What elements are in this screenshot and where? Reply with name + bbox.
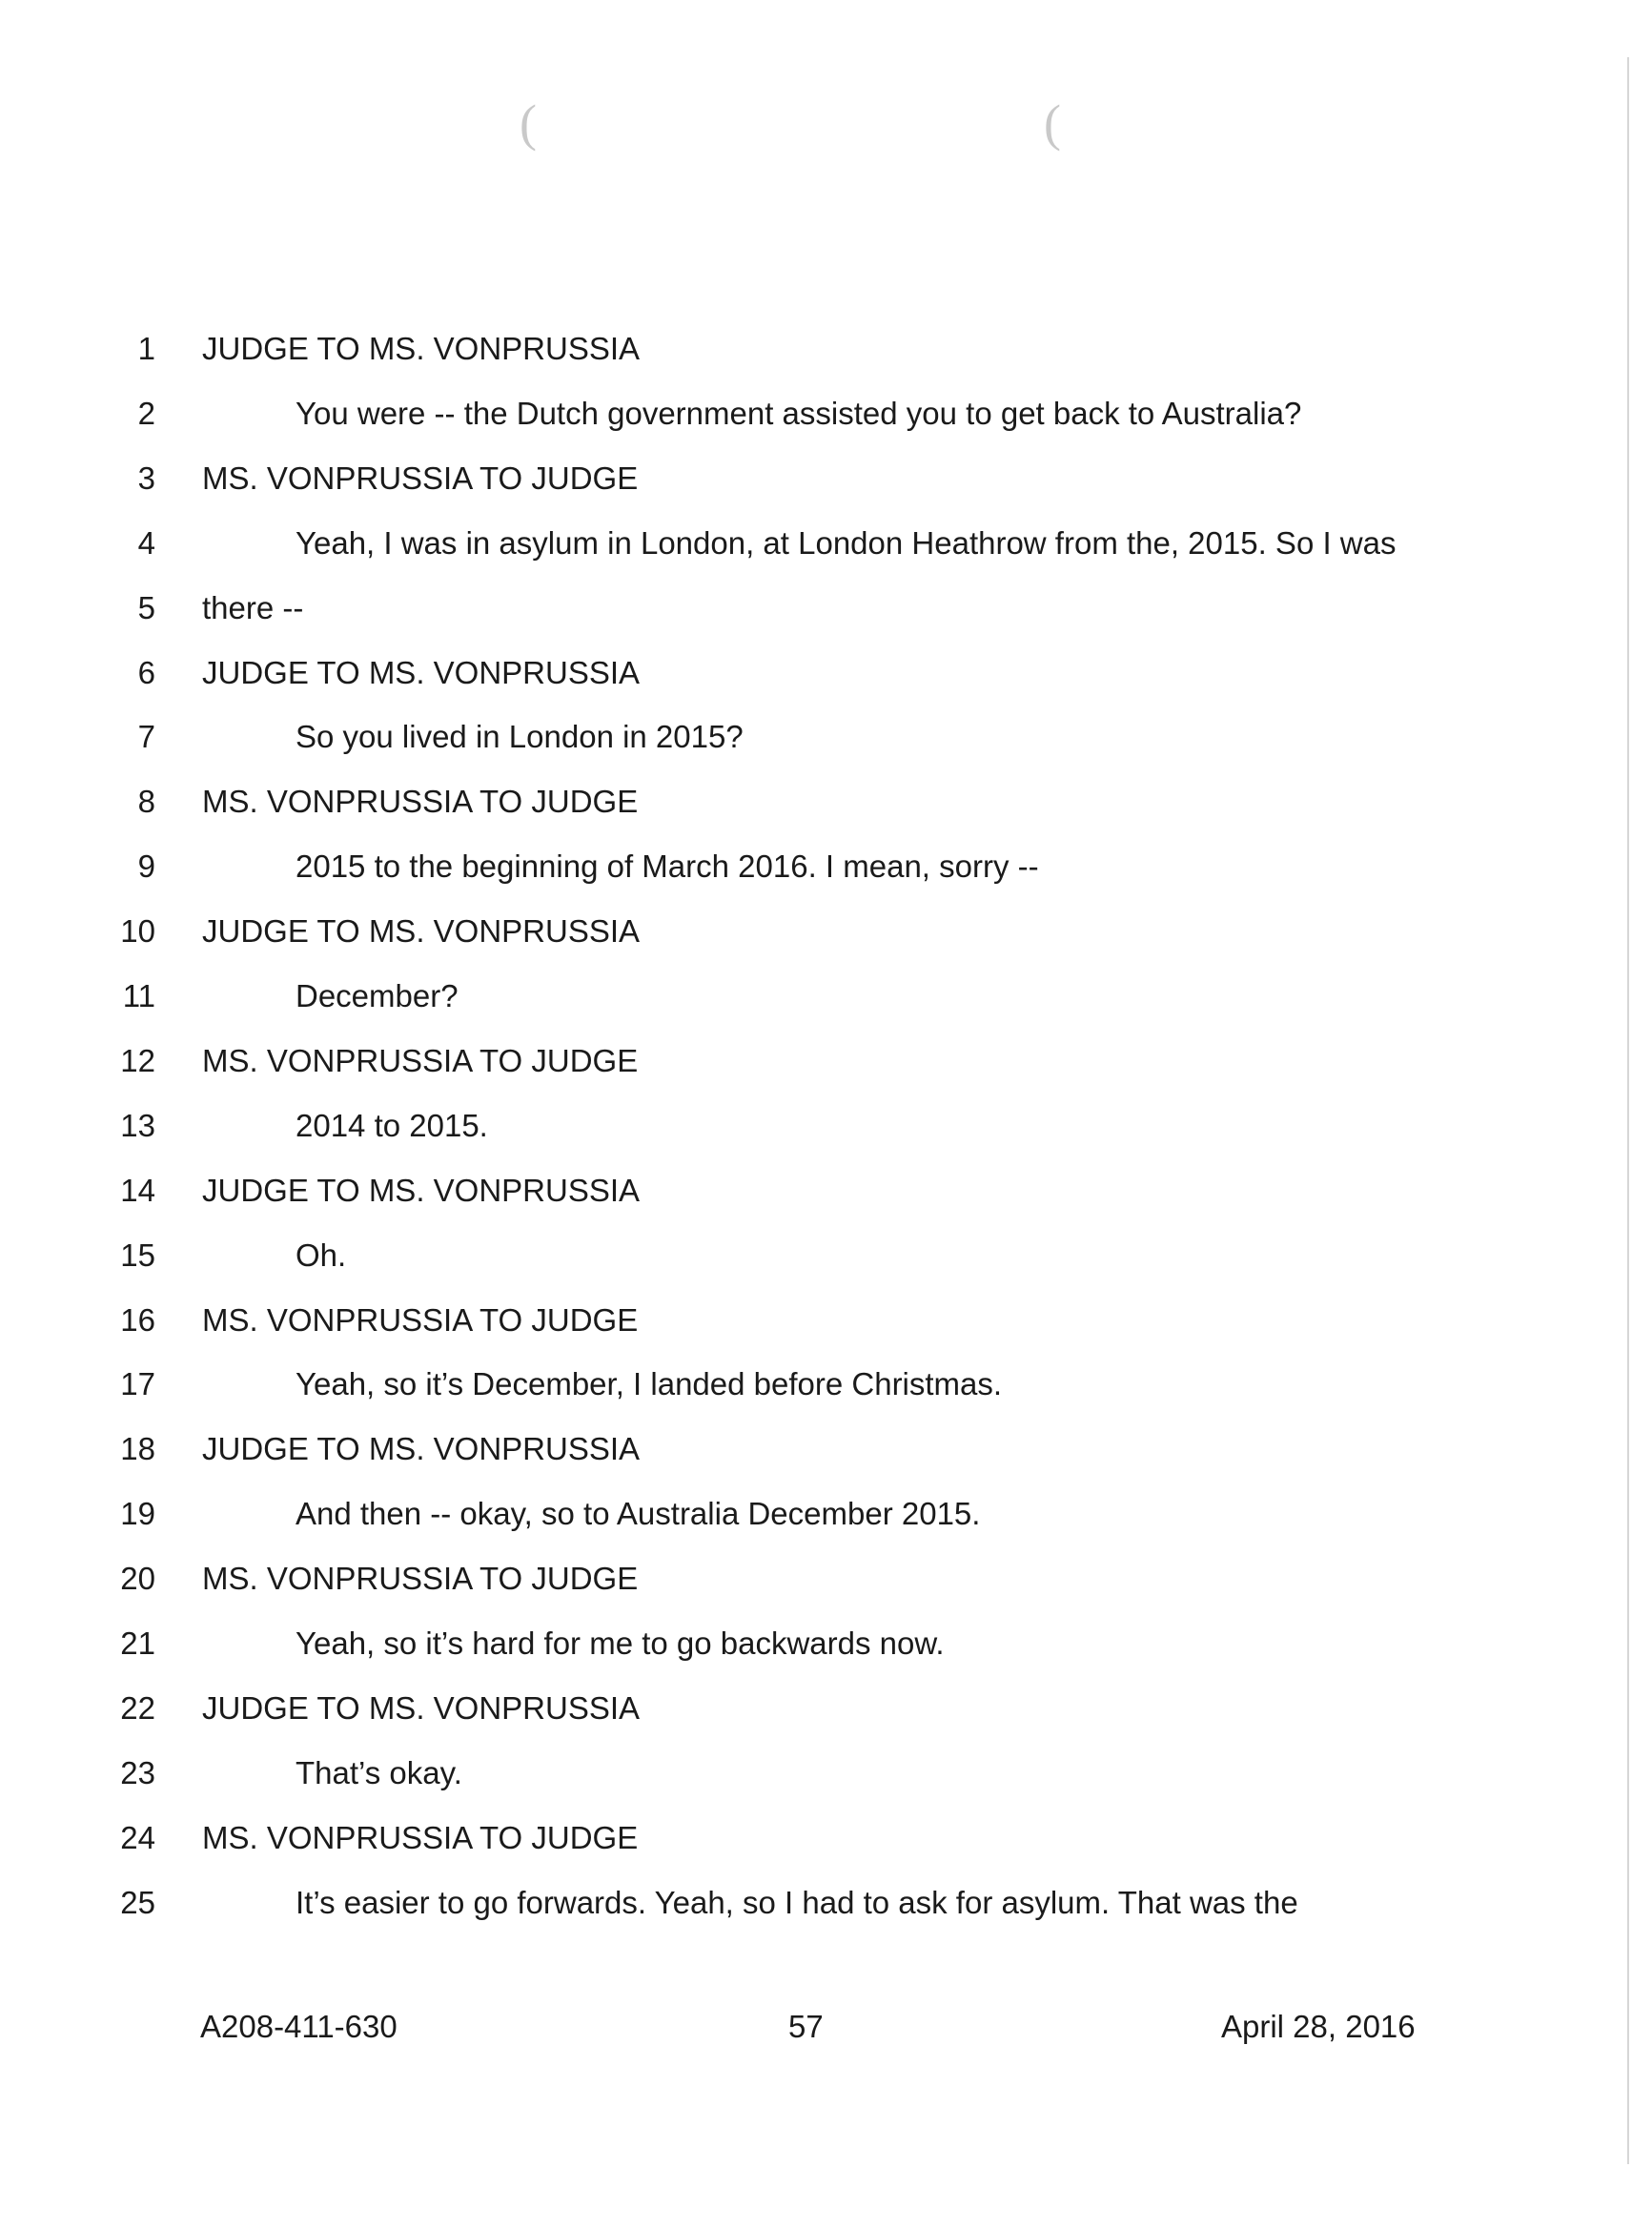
footer-date: April 28, 2016 [1221, 2009, 1416, 2044]
footer-case-number: A208-411-630 [200, 2009, 398, 2044]
line-number: 22 [120, 1690, 155, 1726]
speech-text: So you lived in London in 2015? [296, 719, 744, 754]
transcript-line [0, 1105, 1652, 1147]
line-number: 11 [122, 978, 155, 1013]
line-number: 21 [120, 1626, 155, 1661]
punch-hole-mark-left: ( [520, 94, 537, 152]
line-number: 15 [120, 1237, 155, 1273]
line-number: 23 [120, 1755, 155, 1790]
line-number: 12 [120, 1043, 155, 1078]
speaker-heading: there -- [202, 590, 304, 625]
footer-page-number: 57 [788, 2009, 824, 2044]
line-number: 8 [137, 784, 155, 819]
transcript-line [0, 975, 1652, 1017]
speaker-heading: MS. VONPRUSSIA TO JUDGE [202, 1561, 639, 1596]
speech-text: Yeah, I was in asylum in London, at London Heathrow from the, 2015. So I was [296, 525, 1397, 561]
transcript-line [0, 393, 1652, 435]
transcript-line [0, 1882, 1652, 1924]
transcript-line [0, 1817, 1652, 1859]
transcript-line [0, 652, 1652, 694]
transcript-line [0, 1170, 1652, 1212]
line-number: 9 [137, 849, 155, 884]
line-number: 24 [120, 1820, 155, 1855]
speaker-heading: MS. VONPRUSSIA TO JUDGE [202, 460, 639, 496]
punch-hole-mark-right: ( [1044, 94, 1061, 152]
speech-text: Oh. [296, 1237, 347, 1273]
transcript-line [0, 1040, 1652, 1082]
transcript-line [0, 846, 1652, 888]
speech-text: That’s okay. [296, 1755, 462, 1790]
speech-text: 2015 to the beginning of March 2016. I mean, sorry -- [296, 849, 1039, 884]
transcript-line [0, 458, 1652, 500]
speaker-heading: JUDGE TO MS. VONPRUSSIA [202, 1690, 641, 1726]
line-number: 19 [120, 1496, 155, 1531]
speaker-heading: MS. VONPRUSSIA TO JUDGE [202, 1820, 639, 1855]
line-number: 13 [120, 1108, 155, 1143]
line-number: 1 [137, 331, 155, 366]
transcript-line [0, 910, 1652, 952]
speech-text: 2014 to 2015. [296, 1108, 488, 1143]
line-number: 5 [137, 590, 155, 625]
transcript-line [0, 781, 1652, 823]
transcript-line [0, 1363, 1652, 1405]
line-number: 17 [120, 1366, 155, 1401]
line-number: 6 [137, 655, 155, 690]
speech-text: And then -- okay, so to Australia December 2015. [296, 1496, 981, 1531]
line-number: 16 [120, 1302, 155, 1338]
transcript-line [0, 1752, 1652, 1794]
speaker-heading: JUDGE TO MS. VONPRUSSIA [202, 913, 641, 949]
speech-text: Yeah, so it’s December, I landed before Christmas. [296, 1366, 1003, 1401]
transcript-line [0, 1687, 1652, 1729]
transcript-line [0, 1299, 1652, 1341]
transcript-line [0, 522, 1652, 564]
speaker-heading: MS. VONPRUSSIA TO JUDGE [202, 784, 639, 819]
transcript-line [0, 328, 1652, 370]
transcript-line [0, 1623, 1652, 1665]
transcript-line [0, 716, 1652, 758]
speech-text: December? [296, 978, 459, 1013]
speaker-heading: JUDGE TO MS. VONPRUSSIA [202, 1431, 641, 1466]
line-number: 18 [120, 1431, 155, 1466]
transcript-line [0, 1235, 1652, 1277]
speaker-heading: JUDGE TO MS. VONPRUSSIA [202, 1173, 641, 1208]
transcript-line [0, 1428, 1652, 1470]
line-number: 20 [120, 1561, 155, 1596]
line-number: 3 [137, 460, 155, 496]
speech-text: You were -- the Dutch government assisted you to get back to Australia? [296, 396, 1302, 431]
speaker-heading: JUDGE TO MS. VONPRUSSIA [202, 331, 641, 366]
transcript-line [0, 1558, 1652, 1600]
transcript-line [0, 587, 1652, 629]
speaker-heading: MS. VONPRUSSIA TO JUDGE [202, 1302, 639, 1338]
line-number: 2 [137, 396, 155, 431]
line-number: 14 [120, 1173, 155, 1208]
line-number: 10 [120, 913, 155, 949]
line-number: 25 [120, 1885, 155, 1920]
speaker-heading: MS. VONPRUSSIA TO JUDGE [202, 1043, 639, 1078]
speaker-heading: JUDGE TO MS. VONPRUSSIA [202, 655, 641, 690]
line-number: 7 [137, 719, 155, 754]
transcript-line [0, 1493, 1652, 1535]
line-number: 4 [137, 525, 155, 561]
speech-text: It’s easier to go forwards. Yeah, so I had to ask for asylum. That was the [296, 1885, 1298, 1920]
speech-text: Yeah, so it’s hard for me to go backwards now. [296, 1626, 945, 1661]
